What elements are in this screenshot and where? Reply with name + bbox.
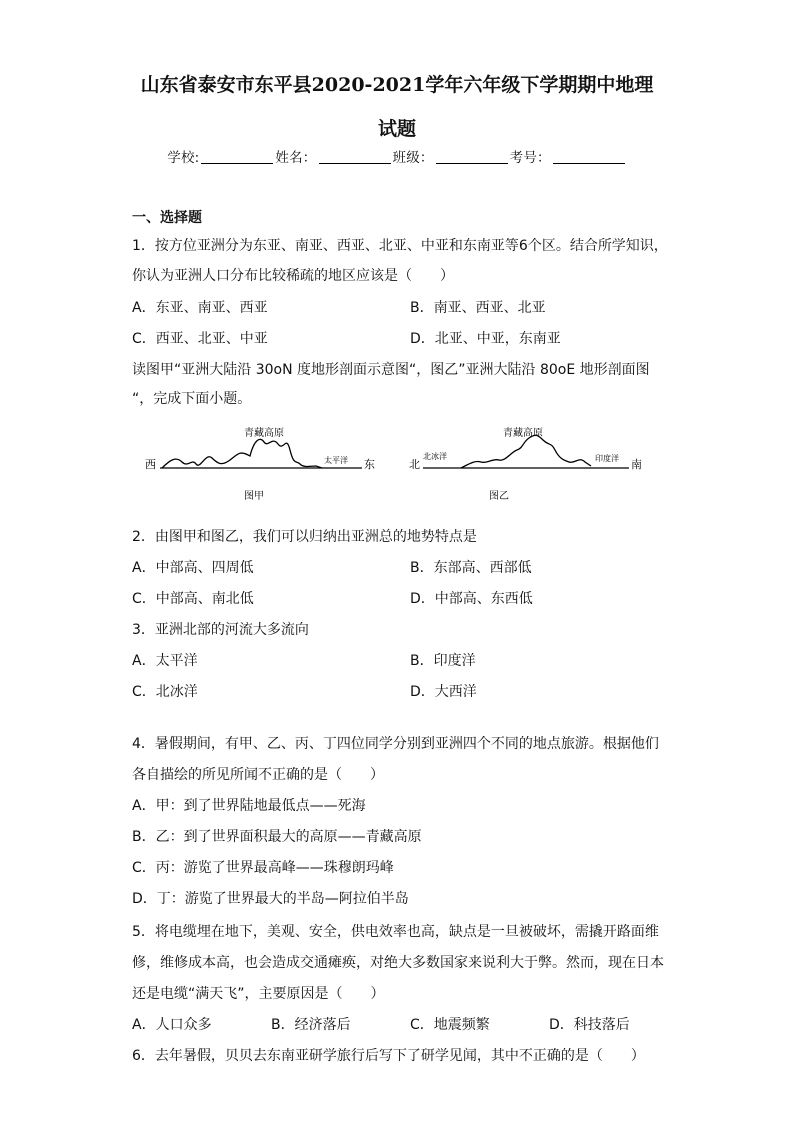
- figure-b-caption: 图乙: [489, 491, 509, 502]
- figure-b-south-label: 南: [631, 458, 642, 471]
- figure-b-north-label: 北: [409, 458, 420, 471]
- q6-stem: 6．去年暑假，贝贝去东南亚研学旅行后写下了研学见闻，其中不正确的是（ ）: [132, 1048, 645, 1064]
- q1-option-d: D．北亚、中亚，东南亚: [410, 331, 561, 347]
- figure-b-indian-ocean-label: 印度洋: [595, 454, 619, 463]
- q3-option-b: B．印度洋: [410, 653, 476, 669]
- q1-stem-line2: 你认为亚洲人口分布比较稀疏的地区应该是（ ）: [132, 268, 454, 284]
- q4-stem-line1: 4．暑假期间，有甲、乙、丙、丁四位同学分别到亚洲四个不同的地点旅游。根据他们: [132, 736, 659, 752]
- q3-option-c: C．北冰洋: [132, 684, 198, 700]
- school-label: 学校:: [167, 150, 200, 166]
- figure-b-plateau-label: 青藏高原: [503, 428, 543, 439]
- figure-a-plateau-label: 青藏高原: [244, 428, 284, 439]
- q5-stem-line3: 还是电缆“满天飞”，主要原因是（ ）: [132, 986, 385, 1002]
- q5-option-b: B．经济落后: [271, 1017, 351, 1033]
- q3-option-d: D．大西洋: [410, 684, 477, 700]
- figure-a-ocean-label: 太平洋: [324, 456, 348, 465]
- figure-a-east-label: 东: [364, 458, 375, 471]
- q2-stem: 2．由图甲和图乙，我们可以归纳出亚洲总的地势特点是: [132, 529, 477, 545]
- exam-number-blank[interactable]: [553, 149, 625, 164]
- q2-option-d: D．中部高、东西低: [410, 591, 533, 607]
- q1-option-a: A．东亚、南亚、西亚: [132, 300, 268, 316]
- q2-option-a: A．中部高、四周低: [132, 560, 254, 576]
- q4-option-b: B．乙：到了世界面积最大的高原——青藏高原: [132, 829, 422, 845]
- figure-a-terrain-profile: [162, 439, 322, 468]
- q4-option-a: A．甲：到了世界陆地最低点——死海: [132, 798, 366, 814]
- class-blank[interactable]: [436, 149, 508, 164]
- q5-stem-line1: 5．将电缆埋在地下，美观、安全，供电效率也高，缺点是一旦被破坏，需撬开路面维: [132, 924, 659, 940]
- intro-line1: 读图甲“亚洲大陆沿 30oN 度地形剖面示意图“，图乙”亚洲大陆沿 80oE 地形剖面图: [132, 362, 650, 378]
- q1-stem-line1: 1．按方位亚洲分为东亚、南亚、西亚、北亚、中亚和东南亚等6个区。结合所学知识，: [132, 238, 668, 254]
- figure-a: [140, 420, 380, 509]
- q5-option-c: C．地震频繁: [410, 1017, 490, 1033]
- school-blank[interactable]: [201, 149, 273, 164]
- q3-stem: 3．亚洲北部的河流大多流向: [132, 622, 309, 638]
- q2-option-b: B．东部高、西部低: [410, 560, 532, 576]
- figure-b: [405, 420, 645, 509]
- name-blank[interactable]: [319, 149, 391, 164]
- intro-line2: “，完成下面小题。: [132, 391, 252, 407]
- class-label: 班级：: [392, 150, 434, 166]
- q1-option-c: C．西亚、北亚、中亚: [132, 331, 268, 347]
- student-info-row: [0, 146, 794, 166]
- q5-stem-line2: 修，维修成本高，也会造成交通瘫痪，对绝大多数国家来说利大于弊。然而，现在日本: [132, 955, 664, 971]
- q5-option-a: A．人口众多: [132, 1017, 212, 1033]
- page-title-continued: 试题: [377, 118, 416, 140]
- q5-option-d: D．科技落后: [549, 1017, 630, 1033]
- page-title: 山东省泰安市东平县2020-2021学年六年级下学期期中地理: [140, 74, 654, 96]
- q1-option-b: B．南亚、西亚、北亚: [410, 300, 546, 316]
- q4-option-c: C．丙：游览了世界最高峰——珠穆朗玛峰: [132, 860, 394, 876]
- q3-option-a: A．太平洋: [132, 653, 198, 669]
- exam-number-label: 考号：: [509, 150, 551, 166]
- figure-b-arctic-label: 北冰洋: [423, 452, 447, 461]
- figure-a-caption: 图甲: [244, 491, 264, 502]
- figure-b-terrain-profile: [461, 435, 591, 468]
- q2-option-c: C．中部高、南北低: [132, 591, 254, 607]
- name-label: 姓名：: [275, 150, 317, 166]
- q4-stem-line2: 各自描绘的所见所闻不正确的是（ ）: [132, 767, 384, 783]
- figure-a-west-label: 西: [145, 458, 156, 471]
- q4-option-d: D．丁：游览了世界最大的半岛—阿拉伯半岛: [132, 891, 409, 907]
- section-heading: 一、选择题: [132, 210, 202, 226]
